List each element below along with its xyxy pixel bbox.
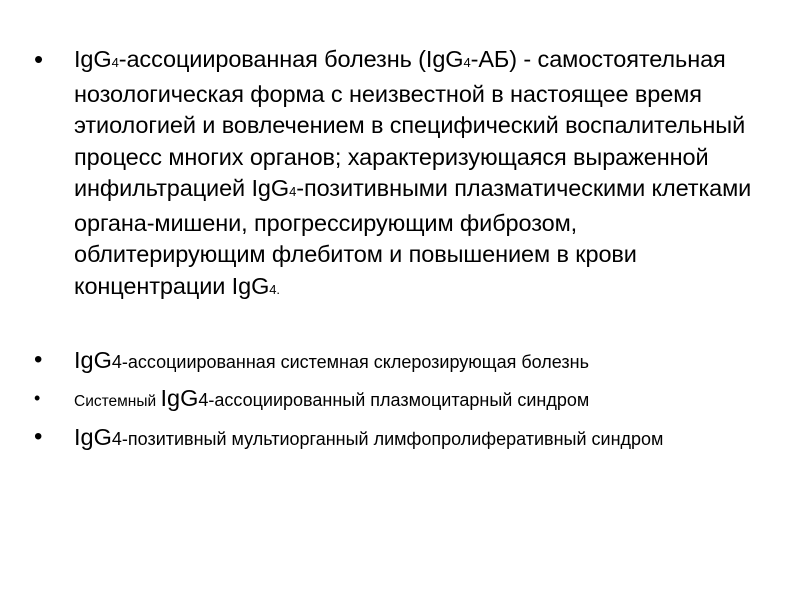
bullet-icon: • — [34, 423, 43, 450]
list-item-definition — [32, 44, 772, 305]
subscript-4: 4 — [463, 55, 471, 70]
subscript-4: 4. — [269, 281, 280, 297]
synonym-2-text: 4-ассоциированный плазмоцитарный синдром — [198, 390, 590, 410]
definition-part-3: -позитивными плазматическими клетками органа-мишени, прогрессирующим фиброзом, облитерирующим флебитом и повышением в крови концентрации IgG — [74, 175, 752, 299]
bullet-icon: • — [34, 346, 43, 373]
list-item-synonym-2 — [32, 384, 772, 416]
definition-part-1: -ассоциированная болезнь (IgG — [118, 46, 464, 72]
bullet-icon: • — [34, 388, 41, 408]
subscript-4: 4 — [111, 55, 119, 70]
bullet-icon: • — [34, 44, 44, 74]
definition-part-2: -АБ) - самостоятельная нозологическая форма с неизвестной в настоящее время этиологией и вовлечением в специфический воспалительный процесс многих органов; характеризующаяся выраженной инфильтрацией IgG — [74, 46, 746, 201]
subscript-4: 4 — [289, 184, 297, 199]
definition-text — [74, 46, 751, 299]
synonym-2-prefix: Системный — [74, 393, 161, 410]
igg-text: IgG — [160, 385, 199, 411]
igg-text: IgG — [74, 424, 112, 450]
list-item-synonym-3 — [32, 422, 772, 456]
igg-text: IgG — [74, 46, 112, 72]
synonym-3-text: 4-позитивный мультиорганный лимфопролиферативный синдром — [111, 429, 664, 449]
spacer — [32, 305, 772, 345]
igg-text: IgG — [74, 347, 112, 373]
synonym-1-text: 4-ассоциированная системная склерозирующая болезнь — [111, 352, 589, 372]
list-item-synonym-1 — [32, 345, 772, 379]
bullet-list — [32, 44, 772, 456]
